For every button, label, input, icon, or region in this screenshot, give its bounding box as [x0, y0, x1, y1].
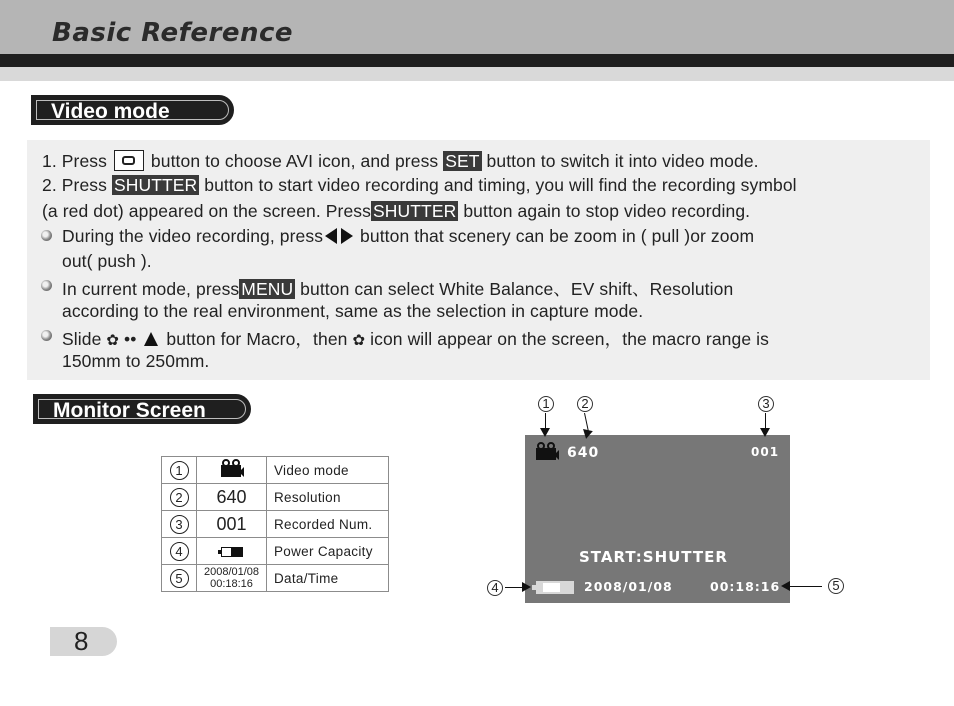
callout-line — [584, 413, 589, 431]
legend-label: Power Capacity — [267, 538, 389, 565]
page-title: Basic Reference — [52, 18, 294, 48]
instruction-bullet-zoom-cont: out( push ). — [62, 251, 152, 271]
bullet-icon — [41, 280, 52, 291]
section-heading-video-mode — [31, 95, 234, 125]
section-heading-label: Monitor Screen — [53, 399, 206, 422]
instruction-bullet-zoom: During the video recording, press button that scenery can be zoom in ( pull )or zoom — [62, 226, 755, 246]
instruction-bullet-macro: Slide ✿ •• button for Macro，then ✿ icon will appear on the screen，the macro range is — [62, 329, 769, 349]
shutter-button-label: SHUTTER — [373, 201, 457, 221]
callout-4: 4 — [487, 580, 503, 596]
bullet-icon — [41, 330, 52, 341]
screen-status: START:SHUTTER — [579, 548, 728, 566]
bullet-icon — [41, 230, 52, 241]
instruction-bullet-macro-cont: 150mm to 250mm. — [62, 351, 210, 371]
legend-date: 2008/01/08 — [203, 566, 260, 578]
set-button-label: SET — [445, 151, 480, 171]
section-heading-monitor-screen — [33, 394, 251, 424]
table-row — [162, 565, 389, 592]
callout-3: 3 — [758, 396, 774, 412]
callout-line — [790, 586, 822, 587]
legend-label: Recorded Num. — [267, 511, 389, 538]
battery-icon — [221, 547, 243, 557]
instruction-line-1: 1. Press button to choose AVI icon, and press SET button to switch it into video mode. — [42, 151, 759, 171]
mountain-icon — [144, 332, 158, 346]
legend-label: Resolution — [267, 484, 389, 511]
callout-number: 3 — [170, 515, 189, 534]
instruction-bullet-menu: In current mode, press MENU button can select White Balance、EV shift、Resolution — [62, 279, 734, 299]
callout-line — [505, 587, 523, 588]
callout-2: 2 — [577, 396, 593, 412]
video-camera-icon — [535, 442, 559, 460]
callout-line — [545, 413, 546, 429]
section-heading-label: Video mode — [51, 100, 170, 123]
left-arrow-icon — [325, 228, 337, 244]
callout-number: 2 — [170, 488, 189, 507]
legend-label: Data/Time — [267, 565, 389, 592]
camera-mode-icon — [114, 150, 144, 171]
shutter-button-label: SHUTTER — [113, 175, 198, 195]
callout-1: 1 — [538, 396, 554, 412]
legend-label: Video mode — [267, 457, 389, 484]
instruction-line-3: (a red dot) appeared on the screen. Press SHUTTER button again to stop video recording. — [42, 201, 751, 221]
header-divider-light — [0, 67, 954, 81]
arrow-down-icon — [540, 428, 550, 437]
legend-time: 00:18:16 — [210, 578, 253, 590]
arrow-right-icon — [522, 582, 531, 592]
callout-5: 5 — [828, 578, 844, 594]
arrow-down-icon — [581, 429, 593, 440]
table-row — [162, 457, 389, 484]
header-divider — [0, 54, 954, 67]
monitor-screen — [525, 435, 790, 603]
callout-line — [765, 413, 766, 429]
screen-time: 00:18:16 — [710, 579, 781, 594]
callout-number: 5 — [170, 569, 189, 588]
macro-flower-icon: ✿ — [106, 332, 120, 349]
arrow-down-icon — [760, 428, 770, 437]
page-number: 8 — [74, 626, 89, 656]
table-row — [162, 538, 389, 565]
instruction-line-2: 2. Press SHUTTER button to start video recording and timing, you will find the recording symbol — [42, 175, 797, 195]
menu-button-label: MENU — [241, 279, 294, 299]
page-number-badge — [50, 627, 117, 656]
screen-battery-icon — [536, 581, 574, 594]
callout-number: 4 — [170, 542, 189, 561]
macro-flower-icon: ✿ — [352, 332, 366, 349]
table-row — [162, 484, 389, 511]
video-camera-icon — [220, 459, 244, 477]
callout-number: 1 — [170, 461, 189, 480]
instruction-bullet-menu-cont: according to the real environment, same as the selection in capture mode. — [62, 301, 644, 321]
right-arrow-icon — [341, 228, 353, 244]
monitor-legend-table — [161, 456, 389, 592]
table-row — [162, 511, 389, 538]
arrow-left-icon — [781, 581, 790, 591]
legend-value: 001 — [197, 511, 267, 538]
screen-resolution: 640 — [567, 445, 600, 461]
screen-date: 2008/01/08 — [584, 579, 673, 594]
legend-value: 640 — [197, 484, 267, 511]
screen-count: 001 — [751, 445, 780, 459]
